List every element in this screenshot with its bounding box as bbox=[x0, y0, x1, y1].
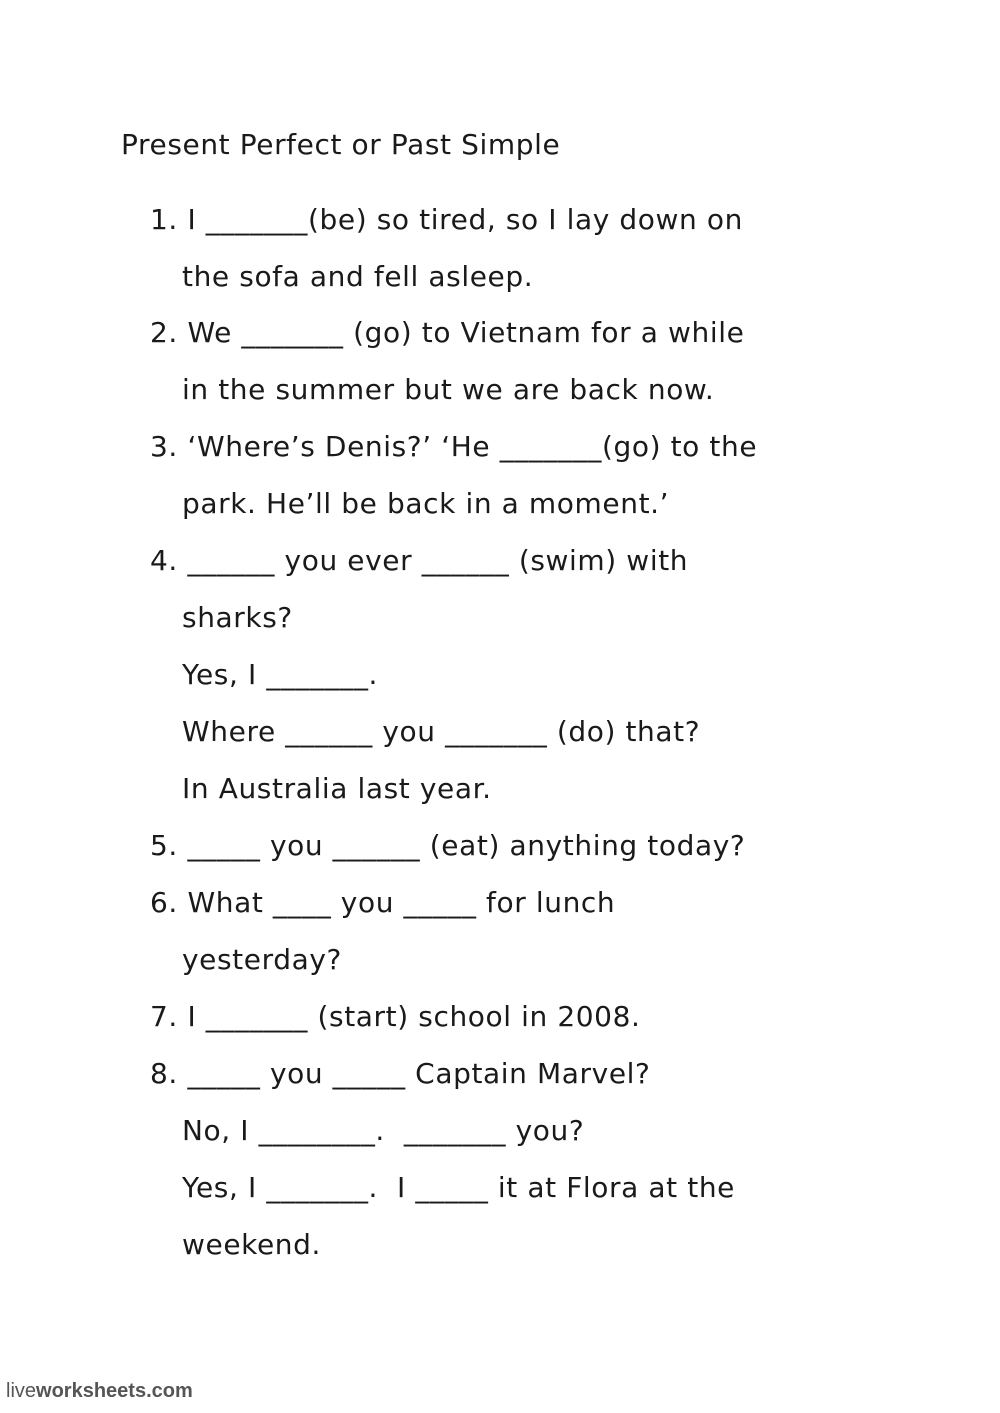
footer-brand-part1: live bbox=[6, 1380, 37, 1402]
item-number: 4. bbox=[150, 544, 178, 577]
item-number: 5. bbox=[150, 829, 178, 862]
list-item-3 bbox=[150, 427, 757, 467]
item-number: 1. bbox=[150, 203, 178, 236]
item-line: Where ______ you _______ (do) that? bbox=[182, 715, 701, 748]
item-line: _____ you ______ (eat) anything today? bbox=[187, 829, 746, 862]
item-line: Yes, I _______. I _____ it at Flora at the bbox=[182, 1171, 735, 1204]
item-line: In Australia last year. bbox=[182, 772, 492, 805]
item-number: 8. bbox=[150, 1057, 178, 1090]
item-line: _____ you _____ Captain Marvel? bbox=[187, 1057, 651, 1090]
item-line: What ____ you _____ for lunch bbox=[187, 886, 616, 919]
list-item-8 bbox=[150, 1054, 651, 1094]
item-line: ______ you ever ______ (swim) with bbox=[187, 544, 689, 577]
page-title: Present Perfect or Past Simple bbox=[121, 128, 561, 161]
item-number: 6. bbox=[150, 886, 178, 919]
item-line: No, I ________. _______ you? bbox=[182, 1114, 585, 1147]
item-line: I _______ (start) school in 2008. bbox=[187, 1000, 641, 1033]
list-item-7 bbox=[150, 997, 641, 1037]
list-item-2 bbox=[150, 313, 744, 353]
item-line: I _______(be) so tired, so I lay down on bbox=[187, 203, 743, 236]
item-line: sharks? bbox=[182, 601, 293, 634]
item-line: the sofa and fell asleep. bbox=[182, 260, 534, 293]
footer-brand bbox=[6, 1380, 193, 1403]
item-number: 2. bbox=[150, 316, 178, 349]
footer-brand-part2: worksheets.com bbox=[36, 1380, 193, 1402]
list-item-4 bbox=[150, 541, 688, 581]
list-item-6 bbox=[150, 883, 615, 923]
item-line: in the summer but we are back now. bbox=[182, 373, 715, 406]
item-number: 7. bbox=[150, 1000, 178, 1033]
list-item-5 bbox=[150, 826, 745, 866]
item-line: Yes, I _______. bbox=[182, 658, 379, 691]
item-line: park. He’ll be back in a moment.’ bbox=[182, 487, 670, 520]
item-line: ‘Where’s Denis?’ ‘He _______(go) to the bbox=[187, 430, 758, 463]
item-line: yesterday? bbox=[182, 943, 342, 976]
item-number: 3. bbox=[150, 430, 178, 463]
item-line: We _______ (go) to Vietnam for a while bbox=[187, 316, 745, 349]
item-line: weekend. bbox=[182, 1228, 322, 1261]
list-item-1 bbox=[150, 200, 743, 240]
